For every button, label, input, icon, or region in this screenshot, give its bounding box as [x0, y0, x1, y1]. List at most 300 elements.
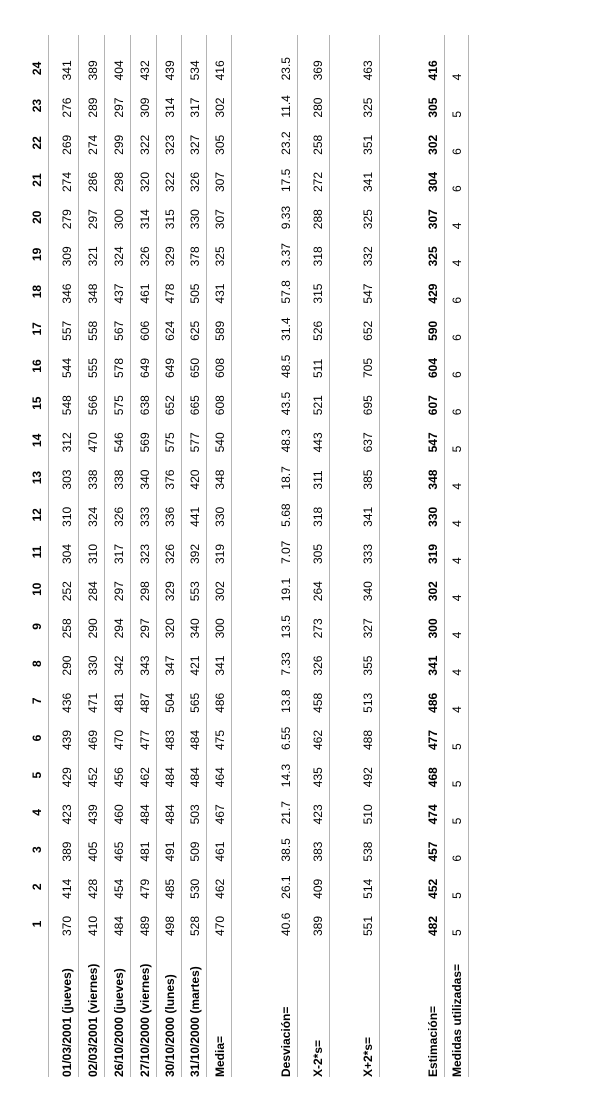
medidas-label: Medidas utilizadas=: [450, 963, 464, 1077]
xplus-value-cell: 351: [361, 134, 375, 155]
column-header: 4: [30, 809, 44, 816]
estimacion-value-cell: 330: [426, 506, 440, 527]
day-value-cell: 290: [60, 655, 74, 676]
column-header: 8: [30, 660, 44, 667]
column-header: 20: [30, 210, 44, 224]
day-value-cell: 437: [112, 283, 126, 304]
column-header: 2: [30, 883, 44, 891]
day-value-cell: 274: [86, 134, 100, 155]
column-header: 10: [30, 582, 44, 596]
media-value-cell: 486: [213, 692, 227, 713]
header-row: [30, 17, 48, 1077]
day-value-cell: 314: [163, 97, 177, 118]
column-header: 11: [30, 545, 44, 559]
day-value-cell: 276: [60, 97, 74, 118]
day-value-cell: 321: [86, 246, 100, 267]
medidas-value-cell: 6: [450, 408, 464, 416]
day-value-cell: 454: [112, 878, 126, 899]
day-value-cell: 414: [60, 878, 74, 899]
day-value-cell: 389: [86, 60, 100, 81]
day-value-cell: 503: [188, 804, 202, 825]
estimacion-value-cell: 457: [426, 841, 440, 862]
media-row: [213, 17, 231, 1077]
day-value-cell: 299: [112, 134, 126, 155]
day-value-cell: 343: [138, 655, 152, 676]
xminus-value-cell: 423: [311, 804, 325, 825]
day-value-cell: 252: [60, 581, 74, 602]
day-value-cell: 309: [60, 246, 74, 267]
day-value-cell: 484: [188, 729, 202, 750]
day-value-cell: 322: [163, 171, 177, 192]
day-value-cell: 462: [138, 767, 152, 788]
day-value-cell: 530: [188, 878, 202, 899]
day-value-cell: 558: [86, 320, 100, 341]
xminus-value-cell: 318: [311, 246, 325, 267]
day-value-cell: 481: [138, 841, 152, 862]
day-value-cell: 348: [86, 283, 100, 304]
day-value-cell: 294: [112, 618, 126, 639]
day-label: 30/10/2000 (lunes): [163, 974, 177, 1077]
column-header: 14: [30, 433, 44, 448]
media-value-cell: 416: [213, 60, 227, 81]
day-value-cell: 327: [188, 134, 202, 155]
day-value-cell: 420: [188, 469, 202, 490]
day-value-cell: 338: [112, 469, 126, 490]
xplus-value-cell: 327: [361, 618, 375, 639]
media-value-cell: 348: [213, 469, 227, 490]
day-value-cell: 441: [188, 506, 202, 527]
day-value-cell: 638: [138, 395, 152, 416]
desviacion-value-cell: 26.1: [279, 875, 293, 899]
day-value-cell: 650: [188, 357, 202, 378]
day-value-cell: 329: [163, 246, 177, 267]
estimacion-value-cell: 325: [426, 246, 440, 267]
day-value-cell: 326: [163, 543, 177, 564]
column-header: 21: [30, 173, 44, 187]
media-value-cell: 305: [213, 134, 227, 155]
xminus-value-cell: 383: [311, 841, 325, 862]
day-value-cell: 370: [60, 915, 74, 936]
xplus-value-cell: 355: [361, 655, 375, 676]
xminus-value-cell: 311: [311, 470, 325, 490]
medidas-value-cell: 6: [450, 296, 464, 304]
desviacion-value-cell: 48.5: [279, 354, 293, 378]
desviacion-value-cell: 7.33: [279, 652, 293, 676]
media-value-cell: 325: [213, 246, 227, 267]
day-value-cell: 439: [86, 804, 100, 825]
day-value-cell: 290: [86, 618, 100, 639]
day-value-cell: 284: [86, 581, 100, 602]
medidas-value-cell: 6: [450, 334, 464, 341]
estimacion-value-cell: 429: [426, 283, 440, 304]
media-value-cell: 307: [213, 171, 227, 192]
desviacion-value-cell: 31.4: [279, 317, 293, 341]
estimacion-value-cell: 547: [426, 432, 440, 453]
day-value-cell: 312: [60, 432, 74, 453]
medidas-value-cell: 6: [450, 371, 464, 378]
day-value-cell: 504: [163, 692, 177, 713]
media-value-cell: 462: [213, 878, 227, 899]
day-value-cell: 652: [163, 395, 177, 416]
day-value-cell: 624: [163, 320, 177, 341]
xminus-value-cell: 458: [311, 692, 325, 713]
day-value-cell: 315: [163, 209, 177, 230]
day-value-cell: 566: [86, 395, 100, 416]
day-value-cell: 297: [112, 97, 126, 118]
xplus-value-cell: 341: [361, 171, 375, 192]
column-header: 3: [30, 846, 44, 853]
medidas-value-cell: 4: [450, 482, 464, 490]
spreadsheet-table: [30, 17, 570, 1077]
day-value-cell: 269: [60, 134, 74, 155]
column-header: 18: [30, 284, 44, 299]
estimacion-value-cell: 305: [426, 97, 440, 118]
day-row: [163, 17, 181, 1077]
xminus-value-cell: 273: [311, 618, 325, 639]
medidas-value-cell: 4: [450, 222, 464, 230]
day-value-cell: 304: [60, 543, 74, 564]
xplus-value-cell: 551: [361, 915, 375, 936]
day-value-cell: 341: [60, 60, 74, 81]
day-value-cell: 410: [86, 915, 100, 936]
desviacion-value-cell: 3.37: [279, 243, 293, 267]
xplus-value-cell: 547: [361, 283, 375, 304]
medidas-value-cell: 5: [450, 780, 464, 788]
day-value-cell: 322: [138, 134, 152, 155]
day-value-cell: 340: [138, 469, 152, 490]
day-value-cell: 470: [112, 729, 126, 750]
medidas-value-cell: 4: [450, 520, 464, 527]
day-value-cell: 423: [60, 804, 74, 825]
xplus-value-cell: 510: [361, 804, 375, 825]
estimacion-value-cell: 307: [426, 209, 440, 230]
day-row: [86, 17, 104, 1077]
estimacion-value-cell: 482: [426, 915, 440, 936]
medidas-value-cell: 5: [450, 817, 464, 825]
day-value-cell: 505: [188, 283, 202, 304]
xminus-value-cell: 526: [311, 320, 325, 341]
estimacion-value-cell: 452: [426, 878, 440, 899]
estimacion-value-cell: 474: [426, 804, 440, 825]
media-value-cell: 431: [213, 283, 227, 304]
day-value-cell: 324: [112, 246, 126, 267]
xminus-value-cell: 462: [311, 729, 325, 750]
day-value-cell: 336: [163, 506, 177, 527]
desviacion-value-cell: 23.5: [279, 57, 293, 81]
day-value-cell: 578: [112, 357, 126, 378]
day-value-cell: 324: [86, 506, 100, 527]
day-value-cell: 317: [112, 543, 126, 564]
day-row: [60, 17, 78, 1077]
xminus-value-cell: 305: [311, 543, 325, 564]
day-value-cell: 528: [188, 915, 202, 936]
column-header: 17: [30, 322, 44, 336]
column-header: 5: [30, 771, 44, 779]
xplus-value-cell: 705: [361, 357, 375, 378]
xminus-value-cell: 409: [311, 878, 325, 899]
xplus-value-cell: 325: [361, 209, 375, 230]
desviacion-value-cell: 57.8: [279, 280, 293, 304]
column-header: 7: [30, 697, 44, 705]
xminus-value-cell: 389: [311, 915, 325, 936]
medidas-value-cell: 4: [450, 594, 464, 602]
day-value-cell: 320: [138, 171, 152, 192]
xminus-value-cell: 264: [311, 581, 325, 602]
desviacion-value-cell: 11.4: [279, 95, 293, 118]
day-value-cell: 330: [188, 209, 202, 230]
medidas-value-cell: 4: [450, 557, 464, 564]
day-value-cell: 297: [138, 618, 152, 639]
day-value-cell: 392: [188, 543, 202, 564]
day-value-cell: 297: [86, 209, 100, 230]
xminus-value-cell: 521: [311, 395, 325, 416]
xminus-value-cell: 326: [311, 655, 325, 676]
day-value-cell: 310: [86, 543, 100, 564]
column-header: 15: [30, 396, 44, 410]
xminus-value-cell: 318: [311, 506, 325, 527]
estimacion-value-cell: 348: [426, 469, 440, 490]
day-value-cell: 340: [188, 618, 202, 639]
day-value-cell: 338: [86, 469, 100, 490]
column-header: 24: [30, 61, 44, 76]
media-value-cell: 307: [213, 209, 227, 230]
day-value-cell: 326: [188, 171, 202, 192]
column-header: 1: [30, 920, 44, 928]
day-value-cell: 548: [60, 395, 74, 416]
media-value-cell: 589: [213, 320, 227, 341]
day-value-cell: 483: [163, 729, 177, 750]
day-value-cell: 491: [163, 841, 177, 862]
xplus-value-cell: 463: [361, 60, 375, 81]
day-value-cell: 405: [86, 841, 100, 862]
medidas-value-cell: 4: [450, 259, 464, 267]
xminus-value-cell: 511: [311, 358, 325, 378]
column-header: 19: [30, 247, 44, 262]
desviacion-value-cell: 14.3: [279, 763, 293, 788]
estimacion-value-cell: 300: [426, 618, 440, 639]
desviacion-value-cell: 13.8: [279, 689, 293, 713]
medidas-value-cell: 5: [450, 445, 464, 453]
day-value-cell: 378: [188, 246, 202, 267]
day-value-cell: 484: [138, 804, 152, 825]
day-value-cell: 298: [112, 171, 126, 192]
xplus-value-cell: 514: [361, 878, 375, 899]
media-value-cell: 475: [213, 729, 227, 750]
xplus-value-cell: 341: [361, 506, 375, 527]
day-value-cell: 565: [188, 692, 202, 713]
medidas-value-cell: 4: [450, 668, 464, 676]
media-value-cell: 470: [213, 915, 227, 936]
day-value-cell: 342: [112, 655, 126, 676]
column-header: 22: [30, 136, 44, 150]
day-value-cell: 286: [86, 171, 100, 192]
estimacion-value-cell: 302: [426, 134, 440, 155]
day-value-cell: 421: [188, 655, 202, 676]
xminus-value-cell: 272: [311, 171, 325, 192]
xplus-value-cell: 488: [361, 729, 375, 750]
media-value-cell: 300: [213, 618, 227, 639]
xplus-value-cell: 538: [361, 841, 375, 862]
day-value-cell: 303: [60, 469, 74, 490]
day-value-cell: 298: [138, 581, 152, 602]
estimacion-value-cell: 468: [426, 767, 440, 788]
day-value-cell: 329: [163, 581, 177, 602]
day-value-cell: 310: [60, 506, 74, 527]
day-value-cell: 557: [60, 320, 74, 341]
day-value-cell: 309: [138, 97, 152, 118]
day-value-cell: 289: [86, 97, 100, 118]
day-value-cell: 346: [60, 283, 74, 304]
xminus-value-cell: 315: [311, 283, 325, 304]
xminus-value-cell: 258: [311, 134, 325, 155]
column-header: 16: [30, 359, 44, 373]
desviacion-value-cell: 23.2: [279, 131, 293, 155]
xplus-value-cell: 332: [361, 246, 375, 267]
column-header: 23: [30, 98, 44, 113]
medidas-value-cell: 5: [450, 110, 464, 118]
xminus-label: X-2*s=: [311, 1039, 325, 1077]
desviacion-label: Desviación=: [279, 1006, 293, 1077]
medidas-value-cell: 6: [450, 854, 464, 862]
desviacion-value-cell: 7.07: [279, 540, 293, 564]
day-value-cell: 481: [112, 692, 126, 713]
day-value-cell: 577: [188, 432, 202, 453]
desviacion-value-cell: 48.3: [279, 429, 293, 453]
estimacion-value-cell: 486: [426, 692, 440, 713]
day-value-cell: 553: [188, 581, 202, 602]
xplus-value-cell: 340: [361, 581, 375, 602]
desviacion-value-cell: 5.68: [279, 503, 293, 527]
day-value-cell: 484: [188, 767, 202, 788]
estimacion-value-cell: 304: [426, 171, 440, 192]
xplus-value-cell: 492: [361, 767, 375, 788]
xminus-value-cell: 369: [311, 60, 325, 81]
day-label: 02/03/2001 (viernes): [86, 963, 100, 1077]
day-value-cell: 487: [138, 692, 152, 713]
day-value-cell: 665: [188, 395, 202, 416]
day-value-cell: 333: [138, 506, 152, 527]
day-value-cell: 439: [163, 60, 177, 81]
xplus-value-cell: 385: [361, 469, 375, 490]
day-value-cell: 555: [86, 357, 100, 378]
estimacion-value-cell: 416: [426, 60, 440, 81]
media-value-cell: 608: [213, 357, 227, 378]
xminus-value-cell: 443: [311, 432, 325, 453]
day-value-cell: 404: [112, 60, 126, 81]
desviacion-value-cell: 38.5: [279, 838, 293, 862]
media-value-cell: 464: [213, 767, 227, 788]
estimacion-value-cell: 590: [426, 320, 440, 341]
xminus-value-cell: 288: [311, 209, 325, 230]
estimacion-value-cell: 341: [426, 655, 440, 676]
day-value-cell: 460: [112, 804, 126, 825]
medidas-value-cell: 4: [450, 631, 464, 639]
column-header: 13: [30, 470, 44, 485]
day-value-cell: 323: [138, 543, 152, 564]
media-value-cell: 330: [213, 506, 227, 527]
estimacion-value-cell: 477: [426, 729, 440, 750]
desviacion-value-cell: 6.55: [279, 726, 293, 750]
day-value-cell: 297: [112, 581, 126, 602]
media-value-cell: 461: [213, 841, 227, 862]
desviacion-value-cell: 18.7: [279, 466, 293, 490]
xplus-value-cell: 695: [361, 395, 375, 416]
day-label: 31/10/2000 (martes): [188, 966, 202, 1077]
day-value-cell: 484: [163, 804, 177, 825]
day-value-cell: 389: [60, 841, 74, 862]
day-value-cell: 477: [138, 729, 152, 750]
media-value-cell: 467: [213, 804, 227, 825]
estimacion-value-cell: 302: [426, 581, 440, 602]
day-label: 27/10/2000 (viernes): [138, 963, 152, 1077]
desviacion-value-cell: 43.5: [279, 391, 293, 416]
day-value-cell: 347: [163, 655, 177, 676]
xminus-value-cell: 435: [311, 767, 325, 788]
desviacion-row: [279, 17, 297, 1077]
day-label: 01/03/2001 (jueves): [60, 968, 74, 1077]
day-value-cell: 429: [60, 767, 74, 788]
day-value-cell: 484: [163, 767, 177, 788]
xplus-label: X+2*s=: [361, 1036, 375, 1077]
medidas-value-cell: 5: [450, 743, 464, 750]
day-value-cell: 606: [138, 320, 152, 341]
day-row: [138, 17, 156, 1077]
desviacion-value-cell: 17.5: [279, 168, 293, 192]
day-value-cell: 320: [163, 618, 177, 639]
day-value-cell: 575: [112, 395, 126, 416]
day-value-cell: 484: [112, 915, 126, 936]
day-value-cell: 498: [163, 915, 177, 936]
estimacion-value-cell: 604: [426, 357, 440, 378]
day-value-cell: 326: [138, 246, 152, 267]
day-value-cell: 323: [163, 134, 177, 155]
medidas-value-cell: 6: [450, 148, 464, 155]
day-value-cell: 326: [112, 506, 126, 527]
xplus-value-cell: 325: [361, 97, 375, 118]
day-value-cell: 478: [163, 283, 177, 304]
day-value-cell: 471: [86, 692, 100, 713]
day-value-cell: 452: [86, 767, 100, 788]
day-value-cell: 258: [60, 618, 74, 639]
day-value-cell: 279: [60, 209, 74, 230]
column-header: 9: [30, 623, 44, 630]
xplus-value-cell: 513: [361, 692, 375, 713]
media-label: Media=: [213, 1035, 227, 1077]
medidas-value-cell: 4: [450, 706, 464, 713]
desviacion-value-cell: 9.33: [279, 205, 293, 230]
desviacion-value-cell: 19.1: [279, 577, 293, 602]
desviacion-value-cell: 21.7: [279, 801, 293, 825]
day-value-cell: 479: [138, 878, 152, 899]
desviacion-value-cell: 40.6: [279, 912, 293, 936]
column-header: 6: [30, 734, 44, 742]
day-value-cell: 317: [188, 97, 202, 118]
media-value-cell: 302: [213, 581, 227, 602]
day-label: 26/10/2000 (jueves): [112, 968, 126, 1077]
medidas-row: [450, 17, 468, 1077]
day-value-cell: 300: [112, 209, 126, 230]
media-value-cell: 302: [213, 97, 227, 118]
medidas-value-cell: 5: [450, 929, 464, 936]
day-value-cell: 376: [163, 469, 177, 490]
medidas-value-cell: 6: [450, 185, 464, 192]
xminus-row: [311, 17, 329, 1077]
day-value-cell: 465: [112, 841, 126, 862]
day-value-cell: 649: [163, 357, 177, 378]
medidas-value-cell: 4: [450, 73, 464, 81]
day-value-cell: 470: [86, 432, 100, 453]
xminus-value-cell: 280: [311, 97, 325, 118]
